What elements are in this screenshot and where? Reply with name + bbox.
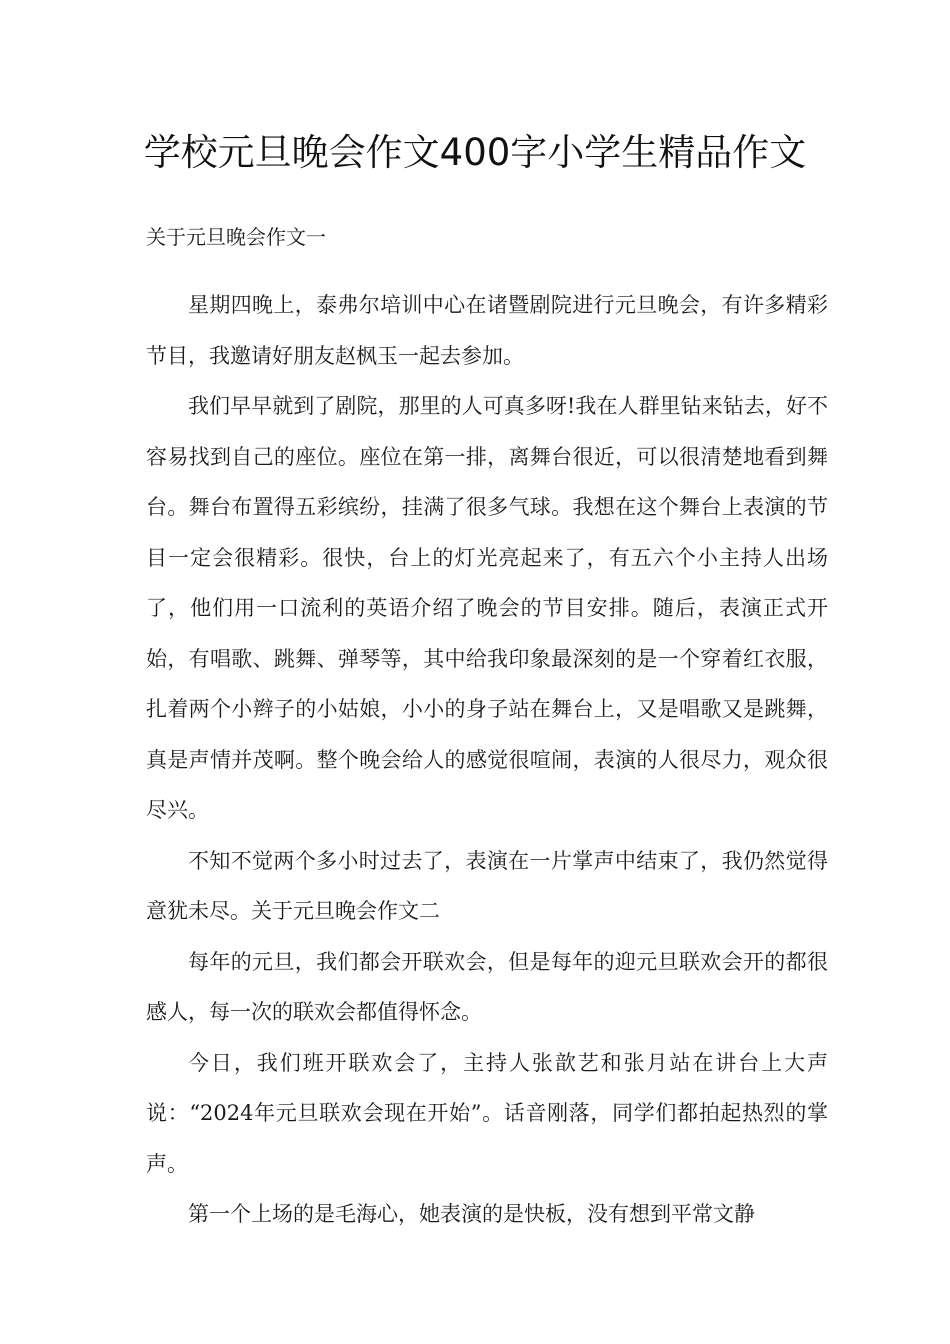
- paragraph: 星期四晚上，泰弗尔培训中心在诸暨剧院进行元旦晚会，有许多精彩节目，我邀请好朋友赵枫玉一起去参加。: [146, 293, 828, 368]
- paragraph: 我们早早就到了剧院，那里的人可真多呀!我在人群里钻来钻去，好不容易找到自己的座位。座位在第一排，离舞台很近，可以很清楚地看到舞台。舞台布置得五彩缤纷，挂满了很多气球。我想在这个舞台上表演的节目一定会很精彩。很快，台上的灯光亮起来了，有五六个小主持人出场了，他们用一口流利的英语介绍了晚会的节目安排。随后，表演正式开始，有唱歌、跳舞、弹琴等，其中给我印象最深刻的是一个穿着红衣服，扎着两个小辫子的小姑娘，小小的身子站在舞台上，又是唱歌又是跳舞，真是声情并茂啊。整个晚会给人的感觉很喧闹，表演的人很尽力，观众很尽兴。: [146, 394, 828, 822]
- paragraph: 今日，我们班开联欢会了，主持人张歆艺和张月站在讲台上大声说：“2024年元旦联欢会现在开始”。话音刚落，同学们都拍起热烈的掌声。: [146, 1050, 828, 1176]
- document-title: 学校元旦晚会作文400字小学生精品作文: [143, 131, 807, 174]
- paragraph: 不知不觉两个多小时过去了，表演在一片掌声中结束了，我仍然觉得意犹未尽。关于元旦晚会作文二: [146, 848, 828, 923]
- paragraph: 每年的元旦，我们都会开联欢会，但是每年的迎元旦联欢会开的都很感人，每一次的联欢会都值得怀念。: [146, 949, 828, 1024]
- paragraph: 第一个上场的是毛海心，她表演的是快板，没有想到平常文静: [188, 1202, 755, 1226]
- section-heading: 关于元旦晚会作文一: [146, 225, 326, 249]
- document-body: [146, 280, 828, 1240]
